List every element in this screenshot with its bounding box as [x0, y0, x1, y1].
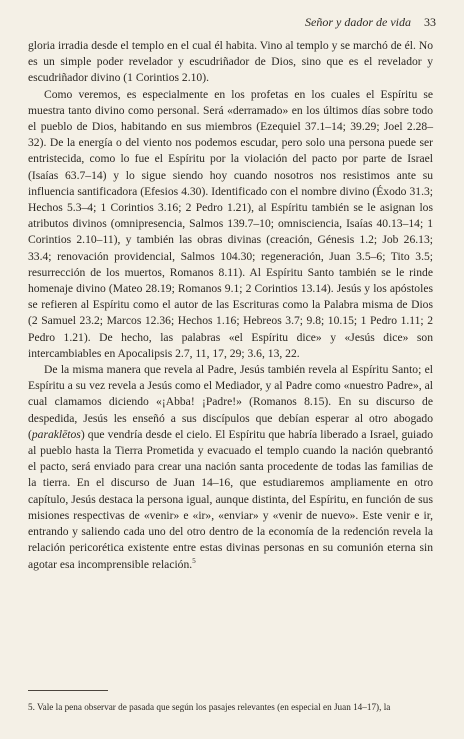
paragraph-2: Como veremos, es especialmente en los profetas en los cuales el Espíritu se muestra tanto divino como personal. Será «derramado» en los últimos días sobre todo el pueblo de Dios, habitando en sus miembros (Ezequiel 37.1–14; 39.29; Joel 2.28–32). De la energía o del viento nos podemos escudar, pero solo una persona puede ser entristecida, como lo fue el Espíritu por la violación del pacto por parte de Israel (Isaías 63.7–14) y lo sigue siendo hoy cuando nosotros nos resistimos ante su influencia santificadora (Efesios 4.30). Identificado con el nombre divino (Éxodo 31.3; Hechos 5.3–4; 1 Corintios 3.16; 2 Pedro 1.21), al Espíritu también se le asignan los atributos divinos (omnipresencia, Salmos 139.7–10; omnisciencia, Isaías 40.13–14; 1 Corintios 2.10–11), y también las obras divinas (creación, Génesis 1.2; Job 26.13; 33.4; renovación providencial, Salmos 104.30; regeneración, Juan 3.5–6; Tito 3.5; resurrección de los muertos, Romanos 8.11). Al Espíritu Santo también se le rinde homenaje divino (Mateo 28.19; Romanos 9.1; 2 Corintios 13.14). Jesús y los apóstoles se refieren al Espíritu como el autor de las Escrituras como la Palabra misma de Dios (2 Samuel 23.2; Marcos 12.36; Hechos 1.16; Hebreos 3.7; 9.8; 10.15; 1 Pedro 1.11; 2 Pedro 1.21). De hecho, las palabras «el Espíritu dice» y «Jesús dice» son intercambiables en Apocalipsis 2.7, 11, 17, 29; 3.6, 13, 22.: [28, 87, 433, 360]
running-title: Señor y dador de vida: [305, 15, 411, 29]
running-head: [0, 15, 436, 30]
footnote-reference: 5: [192, 556, 196, 565]
paragraph-3-text-before: De la misma manera que revela al Padre, Jesús también revela al Espíritu Santo; el Espíritu a su vez revela a Jesús como el Mediador, y al Padre como «nuestro Padre», al cual clamamos diciendo «¡Abba! ¡Padre!» (Romanos 8.15). En su discurso de despedida, Jesús les enseñó a sus discípulos que debían esperar al otro abogado (: [28, 363, 433, 441]
paragraph-3-text-after: ) que vendría desde el cielo. El Espíritu que habría liberado a Israel, guiado al pueblo hasta la Tierra Prometida y evacuado el templo cuando la nación quebrantó el pacto, será enviado para crear una nación santa procedente de todas las familias de la tierra. En el discurso de Juan 14–16, que estudiaremos ampliamente en otro capítulo, Jesús destaca la persona igual, aunque distinta, del Espíritu, en función de sus misiones respectivas de «venir» e «ir», «enviar» y «venir de nuevo». Este venir e ir, entrando y saliendo cada uno del otro dentro de la economía de la redención revela la relación pericorética existente entre estas divinas personas en su comunión eterna sin agotar esa incomprensible relación.: [28, 427, 433, 571]
greek-term-paraklētos: paraklētos: [31, 427, 81, 441]
page-number: 33: [424, 15, 436, 29]
footnote-5: 5. Vale la pena observar de pasada que según los pasajes relevantes (en especial en Juan 14–17), la: [28, 702, 391, 712]
paragraph-3: [28, 362, 433, 573]
body-text: [28, 38, 433, 573]
paragraph-1: gloria irradia desde el templo en el cual él habita. Vino al templo y se marchó de él. No es un simple poder revelador y escudriñador de Dios, sino que es el revelador y escudriñador divino (1 Corintios 2.10).: [28, 39, 433, 85]
footnote-separator: [28, 690, 108, 691]
